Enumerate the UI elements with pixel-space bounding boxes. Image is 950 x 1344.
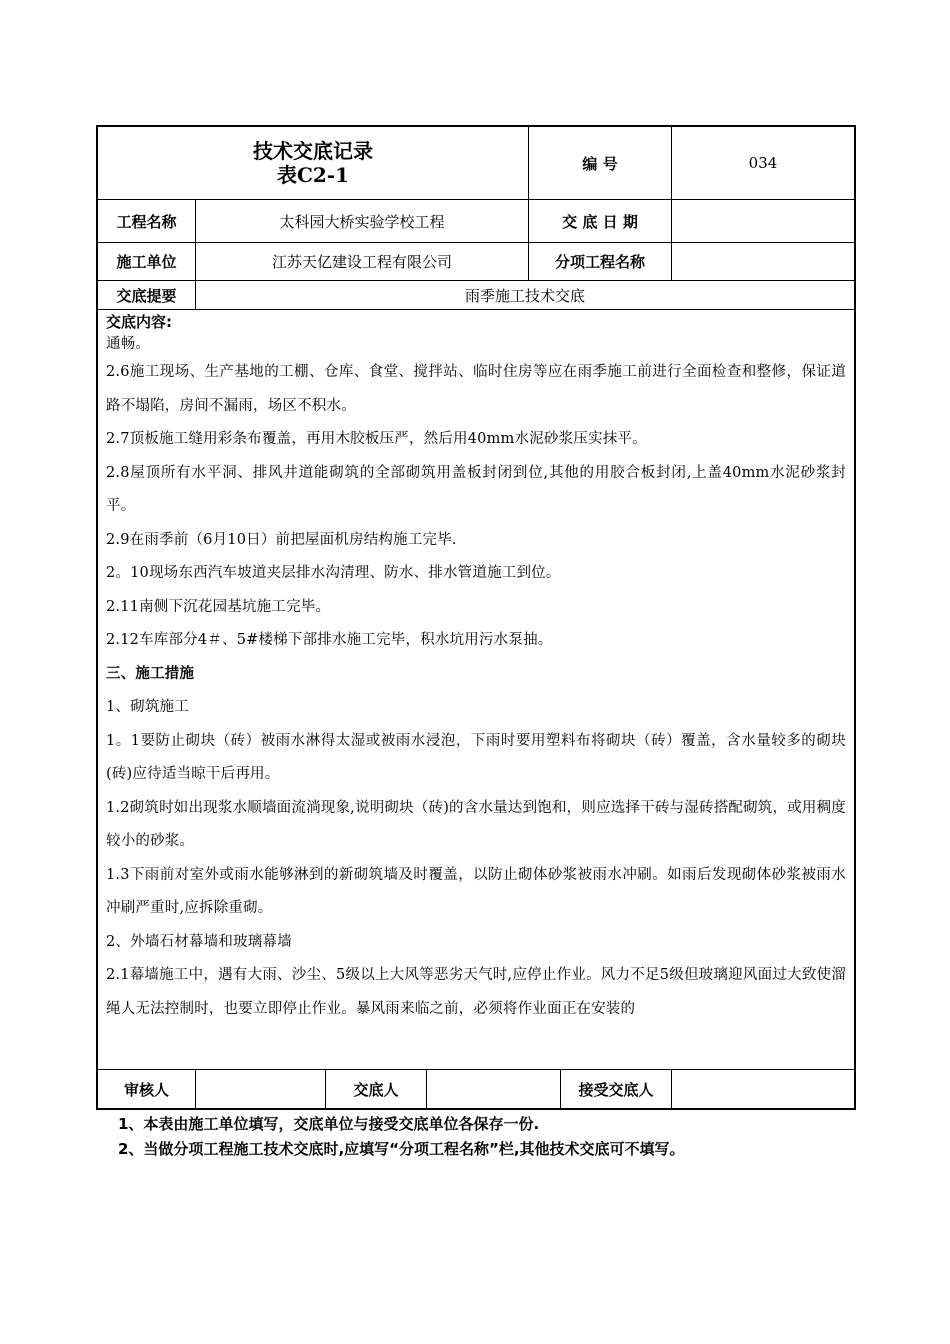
project-row — [98, 200, 854, 243]
form-title-cell — [98, 127, 529, 199]
number-label: 编 号 — [529, 127, 672, 199]
content-paragraph: 2。10现场东西汽车坡道夹层排水沟清理、防水、排水管道施工到位。 — [106, 565, 561, 581]
date-value — [672, 200, 854, 242]
form-code: 表C2-1 — [276, 163, 350, 187]
subitem-value — [672, 243, 854, 280]
content-paragraph: 2.12车库部分4＃、5#楼梯下部排水施工完毕，积水坑用污水泵抽。 — [106, 632, 553, 648]
disclosure-content — [98, 310, 854, 1069]
content-label: 交底内容: — [106, 313, 172, 331]
content-paragraph: 2.1幕墙施工中，遇有大雨、沙尘、5级以上大风等恶劣天气时,应停止作业。风力不足5级但玻璃迎风面过大致使溜绳人无法控制时，也要立即停止作业。暴风雨来临之前，必须将作业面正在安装的 — [106, 967, 846, 1017]
content-paragraph: 1.3下雨前对室外或雨水能够淋到的新砌筑墙及时覆盖，以防止砌体砂浆被雨水冲刷。如雨后发现砌体砂浆被雨水冲刷严重时,应拆除重砌。 — [106, 866, 846, 916]
footnote-1: 1、本表由施工单位填写，交底单位与接受交底单位各保存一份. — [118, 1115, 540, 1133]
content-paragraph: 2.9在雨季前（6月10日）前把屋面机房结构施工完毕. — [106, 531, 457, 548]
signature-row — [98, 1069, 854, 1108]
reviewer-label: 审核人 — [98, 1070, 196, 1108]
subsection-heading: 2、外墙石材幕墙和玻璃幕墙 — [106, 933, 292, 950]
subsection-heading: 1、砌筑施工 — [106, 699, 189, 715]
receiver-value — [672, 1070, 854, 1108]
content-paragraph: 2.6施工现场、生产基地的工棚、仓库、食堂、搅拌站、临时住房等应在雨季施工前进行全面检查和整修，保证道路不塌陷，房间不漏雨，场区不积水。 — [106, 364, 846, 414]
project-name-label: 工程名称 — [98, 200, 196, 242]
reviewer-value — [196, 1070, 326, 1108]
technical-disclosure-form — [96, 125, 856, 1110]
date-label: 交 底 日 期 — [529, 200, 672, 242]
presenter-label: 交底人 — [326, 1070, 427, 1108]
content-paragraph: 通畅。 — [106, 336, 151, 352]
content-paragraph: 2.8屋顶所有水平洞、排风井道能砌筑的全部砌筑用盖板封闭到位,其他的用胶合板封闭,上盖40mm水泥砂浆封平。 — [106, 464, 846, 514]
footnote-2: 2、当做分项工程施工技术交底时,应填写“分项工程名称”栏,其他技术交底可不填写。 — [118, 1140, 685, 1158]
form-title: 技术交底记录 — [253, 139, 373, 163]
content-paragraph: 1.2砌筑时如出现浆水顺墙面流淌现象,说明砌块（砖)的含水量达到饱和，则应选择干砖与湿砖搭配砌筑，或用稠度较小的砂浆。 — [106, 799, 846, 849]
section-heading: 三、施工措施 — [106, 665, 195, 682]
unit-row — [98, 243, 854, 281]
number-value: 034 — [748, 154, 778, 172]
content-paragraph: 1。1要防止砌块（砖）被雨水淋得太湿或被雨水浸泡，下雨时要用塑料布将砌块（砖）覆盖，含水量较多的砌块(砖)应待适当晾干后再用。 — [106, 732, 846, 782]
summary-row — [98, 281, 854, 310]
content-paragraph: 2.11南侧下沉花园基坑施工完毕。 — [106, 598, 331, 615]
unit-label: 施工单位 — [98, 243, 196, 280]
header-row — [98, 127, 854, 200]
subitem-label: 分项工程名称 — [529, 243, 672, 280]
summary-value: 雨季施工技术交底 — [464, 286, 585, 305]
presenter-value — [427, 1070, 561, 1108]
project-name-value: 太科园大桥实验学校工程 — [196, 200, 529, 242]
content-paragraph: 2.7顶板施工缝用彩条布覆盖，再用木胶板压严，然后用40mm水泥砂浆压实抹平。 — [106, 431, 647, 447]
unit-value: 江苏天亿建设工程有限公司 — [196, 243, 529, 280]
receiver-label: 接受交底人 — [561, 1070, 672, 1108]
summary-label: 交底提要 — [98, 281, 196, 309]
